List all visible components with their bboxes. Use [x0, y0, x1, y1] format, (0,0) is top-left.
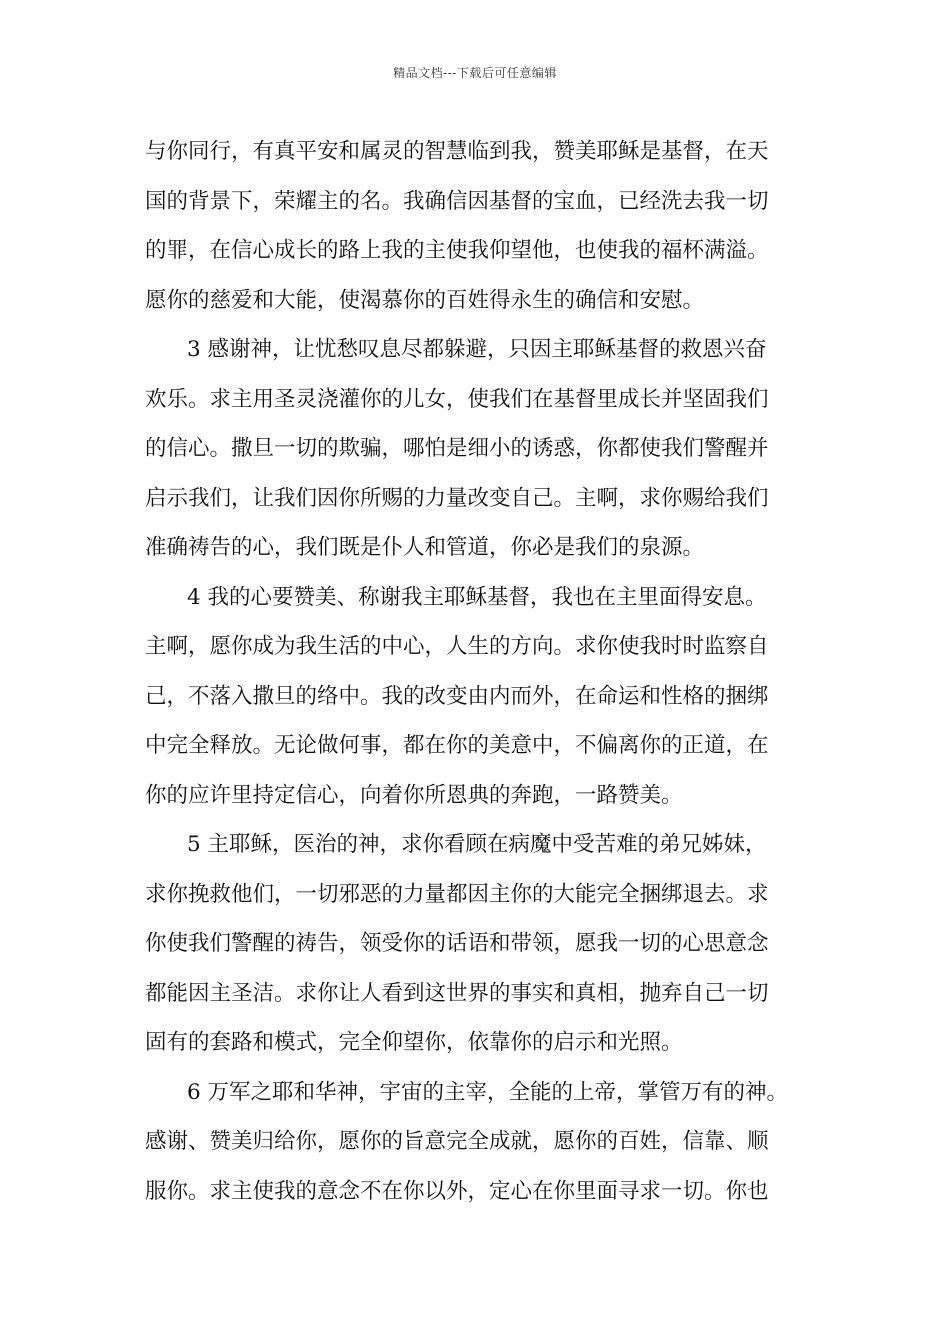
- text-line: 主啊，愿你成为我生活的中心，人生的方向。求你使我时时监察自: [145, 634, 769, 659]
- text-line: 你使我们警醒的祷告，领受你的话语和带领，愿我一切的心思意念: [145, 931, 769, 956]
- paragraph-start-line: 5 主耶稣，医治的神，求你看顾在病魔中受苦难的弟兄姊妹，: [187, 832, 767, 857]
- text-line: 你的应许里持定信心，向着你所恩典的奔跑，一路赞美。: [145, 782, 683, 808]
- paragraph-start-line: 6 万军之耶和华神，宇宙的主宰，全能的上帝，掌管万有的神。: [187, 1079, 789, 1105]
- text-line: 国的背景下，荣耀主的名。我确信因基督的宝血，已经洗去我一切: [145, 188, 769, 214]
- text-line: 的信心。撒旦一切的欺骗，哪怕是细小的诱惑，你都使我们警醒并: [145, 436, 769, 461]
- text-line: 中完全释放。无论做何事，都在你的美意中，不偏离你的正道，在: [145, 733, 769, 758]
- text-line: 准确祷告的心，我们既是仆人和管道，你必是我们的泉源。: [145, 535, 705, 560]
- text-line: 固有的套路和模式，完全仰望你，依靠你的启示和光照。: [145, 1030, 683, 1055]
- text-line: 服你。求主使我的意念不在你以外，定心在你里面寻求一切。你也: [145, 1178, 769, 1204]
- text-line: 欢乐。求主用圣灵浇灌你的儿女，使我们在基督里成长并坚固我们: [145, 386, 769, 412]
- text-line: 愿你的慈爱和大能，使渴慕你的百姓得永生的确信和安慰。: [145, 287, 705, 313]
- text-line: 都能因主圣洁。求你让人看到这世界的事实和真相，抛弃自己一切: [145, 980, 769, 1006]
- text-line: 启示我们，让我们因你所赐的力量改变自己。主啊，求你赐给我们: [145, 485, 769, 511]
- text-line: 与你同行，有真平安和属灵的智慧临到我，赞美耶稣是基督，在天: [145, 139, 769, 164]
- document-body: [145, 127, 845, 1216]
- paragraph-start-line: 4 我的心要赞美、称谢我主耶稣基督，我也在主里面得安息。: [187, 584, 767, 610]
- text-line: 的罪，在信心成长的路上我的主使我仰望他，也使我的福杯满溢。: [145, 238, 769, 263]
- text-line: 己，不落入撒旦的络中。我的改变由内而外，在命运和性格的捆绑: [145, 683, 769, 709]
- page-header: 精品文档---下载后可任意编辑: [393, 66, 557, 80]
- text-line: 求你挽救他们，一切邪恶的力量都因主你的大能完全捆绑退去。求: [145, 881, 769, 907]
- text-line: 感谢、赞美归给你，愿你的旨意完全成就，愿你的百姓，信靠、顺: [145, 1129, 769, 1154]
- paragraph-start-line: 3 感谢神，让忧愁叹息尽都躲避，只因主耶稣基督的救恩兴奋: [187, 337, 767, 362]
